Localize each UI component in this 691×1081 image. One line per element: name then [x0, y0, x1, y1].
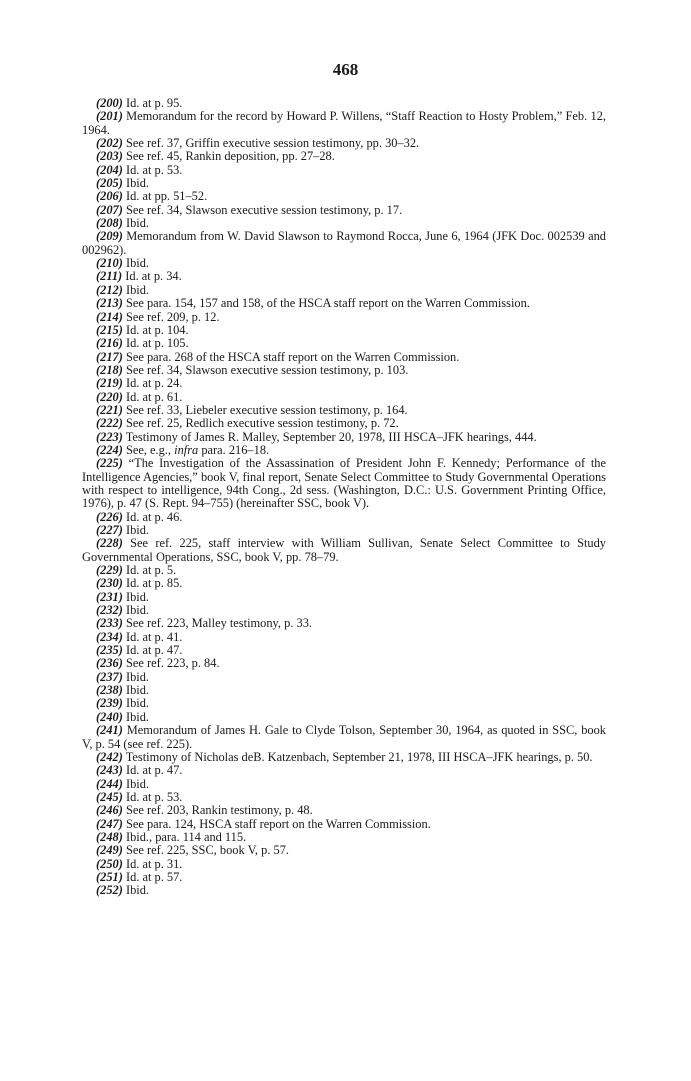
- footnote-text: Ibid.: [125, 709, 150, 724]
- footnote-number: (212): [96, 282, 123, 297]
- footnote-text: “The Investigation of the Assassination of President John F. Kennedy; Performance of the Intelligence Agencies,” book V, final report, Senate Select Committee to Study Governmental Operations with respect to intelligence, 94th Cong., 2d sess. (Washington, D.C.: U.S. Government Printing Office, 1976), p. 47 (S. Rept. 94–755) (hereinafter SSC, book V).: [82, 456, 610, 511]
- footnote-text: Id. at p. 47.: [125, 763, 183, 778]
- footnote-text: Id. at p. 31.: [125, 856, 183, 871]
- footnote: [82, 377, 606, 390]
- footnote-text: See ref. 34, Slawson executive session testimony, p. 17.: [125, 202, 403, 217]
- footnote-number: (249): [96, 843, 123, 858]
- footnote: [82, 284, 606, 297]
- footnote-text: Memorandum from W. David Slawson to Raymond Rocca, June 6, 1964 (JFK Doc. 002539 and 002962).: [82, 229, 610, 257]
- footnote-number: (226): [96, 509, 123, 524]
- footnote: [82, 577, 606, 590]
- footnote-number: (221): [96, 402, 123, 417]
- footnote: [82, 270, 606, 283]
- footnote: [82, 657, 606, 670]
- footnote: [82, 297, 606, 310]
- footnote-number: (252): [96, 883, 123, 898]
- footnote-number: (238): [96, 683, 123, 698]
- footnote-text: Ibid.: [125, 603, 150, 618]
- footnote-number: (244): [96, 776, 123, 791]
- footnote-number: (200): [96, 96, 123, 110]
- footnote: [82, 417, 606, 430]
- footnote: [82, 311, 606, 324]
- footnote-number: (229): [96, 563, 123, 578]
- footnote-number: (247): [96, 816, 123, 831]
- footnote-number: (210): [96, 256, 123, 271]
- footnote: [82, 524, 606, 537]
- footnote: [82, 536, 610, 564]
- footnote-number: (219): [96, 376, 123, 391]
- footnote: [82, 778, 606, 791]
- footnote-number: (215): [96, 322, 123, 337]
- footnote-text: See ref. 209, p. 12.: [125, 309, 220, 324]
- footnote-number: (241): [96, 723, 123, 738]
- footnote-text-italic: infra: [174, 442, 199, 457]
- footnote-number: (236): [96, 656, 123, 671]
- footnote: [82, 444, 606, 457]
- footnote: [82, 831, 606, 844]
- footnote-text-part: See, e.g.,: [125, 442, 175, 457]
- footnote-text: See ref. 225, SSC, book V, p. 57.: [125, 843, 289, 858]
- footnote: [82, 591, 606, 604]
- footnote-number: (208): [96, 216, 123, 231]
- footnote: [82, 217, 606, 230]
- footnote: [82, 711, 606, 724]
- footnote: [82, 858, 606, 871]
- footnote-number: (222): [96, 416, 123, 431]
- footnote-text: Testimony of Nicholas deB. Katzenbach, September 21, 1978, III HSCA–JFK hearings, p. 50.: [125, 749, 593, 764]
- footnote-number: (237): [96, 669, 123, 684]
- footnote: [82, 751, 606, 764]
- footnote-number: (250): [96, 856, 123, 871]
- footnote-text: Id. at p. 104.: [125, 322, 189, 337]
- footnote: [82, 884, 606, 897]
- footnote: [82, 644, 606, 657]
- footnote-text: See para. 124, HSCA staff report on the Warren Commission.: [125, 816, 431, 831]
- footnote-text: Ibid.: [125, 216, 150, 231]
- footnote-number: (235): [96, 643, 123, 658]
- footnote-number: (204): [96, 162, 123, 177]
- footnote-number: (207): [96, 202, 123, 217]
- footnote: [82, 456, 610, 511]
- footnote: [82, 351, 606, 364]
- footnote: [82, 190, 606, 203]
- footnote: [82, 764, 606, 777]
- footnote-number: (227): [96, 523, 123, 537]
- footnote: [82, 324, 606, 337]
- footnote-number: (234): [96, 629, 123, 644]
- footnote-number: (224): [96, 442, 123, 457]
- footnote-text: Id. at p. 34.: [125, 269, 182, 284]
- footnote-text: See ref. 37, Griffin executive session testimony, pp. 30–32.: [125, 136, 420, 151]
- footnote-text: See ref. 34, Slawson executive session testimony, p. 103.: [125, 362, 409, 377]
- footnote: [82, 431, 606, 444]
- footnote-text: See ref. 45, Rankin deposition, pp. 27–28.: [125, 149, 335, 164]
- footnote-text: Id. at p. 57.: [125, 869, 183, 884]
- footnote-number: (209): [96, 229, 123, 244]
- footnote-text: Id. at p. 5.: [125, 563, 177, 578]
- footnote-text: Testimony of James R. Malley, September 20, 1978, III HSCA–JFK hearings, 444.: [125, 429, 537, 444]
- footnote-text: See ref. 33, Liebeler executive session testimony, p. 164.: [125, 402, 408, 417]
- footnote-number: (223): [96, 429, 123, 444]
- footnote-text-part: para. 216–18.: [198, 442, 270, 457]
- footnote-text: Ibid.: [125, 696, 150, 711]
- footnote-number: (214): [96, 309, 123, 324]
- footnote: [82, 671, 606, 684]
- footnote: [82, 684, 606, 697]
- footnote: [82, 109, 610, 137]
- footnote-text: Ibid.: [125, 589, 150, 604]
- footnote-text: Id. at p. 24.: [125, 376, 183, 391]
- footnote: [82, 97, 606, 110]
- footnote-number: (213): [96, 296, 123, 311]
- footnote-text: See para. 268 of the HSCA staff report on the Warren Commission.: [125, 349, 460, 364]
- footnote-number: (232): [96, 603, 123, 618]
- footnote-number: (239): [96, 696, 123, 711]
- footnote-text: Ibid., para. 114 and 115.: [125, 829, 247, 844]
- footnote-number: (201): [96, 109, 123, 124]
- footnote-text: See ref. 225, staff interview with William Sullivan, Senate Select Committee to Study Governmental Operations, SSC, book V, pp. 78–79.: [82, 536, 610, 564]
- footnote-text: Id. at p. 95.: [125, 96, 183, 110]
- footnote: [82, 511, 606, 524]
- footnote-text: See ref. 223, p. 84.: [125, 656, 220, 671]
- footnote: [82, 164, 606, 177]
- footnote: [82, 804, 606, 817]
- footnote-number: (218): [96, 362, 123, 377]
- footnote-number: (240): [96, 709, 123, 724]
- footnote-text: See ref. 25, Redlich executive session testimony, p. 72.: [125, 416, 399, 431]
- footnote-number: (203): [96, 149, 123, 164]
- footnote-text: Memorandum for the record by Howard P. Willens, “Staff Reaction to Hosty Problem,” Feb. 12, 1964.: [82, 109, 610, 137]
- footnote-text: Id. at pp. 51–52.: [125, 189, 208, 204]
- footnote-number: (231): [96, 589, 123, 604]
- footnote-text: See para. 154, 157 and 158, of the HSCA staff report on the Warren Commission.: [125, 296, 530, 311]
- footnote-number: (246): [96, 803, 123, 818]
- footnote: [82, 404, 606, 417]
- footnote-number: (242): [96, 749, 123, 764]
- footnote-number: (245): [96, 789, 123, 804]
- footnote: [82, 564, 606, 577]
- footnote-text: Id. at p. 47.: [125, 643, 183, 658]
- footnote: [82, 697, 606, 710]
- footnote-number: (220): [96, 389, 123, 404]
- page-number: 468: [332, 60, 359, 79]
- footnote-text: See ref. 203, Rankin testimony, p. 48.: [125, 803, 313, 818]
- footnote-list: [82, 96, 610, 898]
- footnote-number: (230): [96, 576, 123, 591]
- footnote-number: (233): [96, 616, 123, 631]
- footnote: [82, 844, 606, 857]
- footnote: [82, 177, 606, 190]
- footnote-text: Memorandum of James H. Gale to Clyde Tolson, September 30, 1964, as quoted in SSC, book V, p. 54 (see ref. 225).: [82, 723, 609, 751]
- footnote: [82, 364, 606, 377]
- footnote-number: (206): [96, 189, 123, 204]
- footnote: [82, 604, 606, 617]
- footnote-number: (248): [96, 829, 123, 844]
- footnote: [82, 723, 609, 751]
- footnote: [82, 617, 606, 630]
- footnote-text: Id. at p. 85.: [125, 576, 183, 591]
- footnote: [82, 871, 606, 884]
- footnote-number: (205): [96, 176, 123, 191]
- footnote-number: (217): [96, 349, 123, 364]
- footnote: [82, 257, 606, 270]
- footnote-text: See ref. 223, Malley testimony, p. 33.: [125, 616, 313, 631]
- footnote-text: Ibid.: [125, 176, 150, 191]
- footnote-number: (243): [96, 763, 123, 778]
- footnote-text: Ibid.: [125, 282, 150, 297]
- footnote: [82, 818, 606, 831]
- footnote-number: (202): [96, 136, 123, 151]
- footnote-text: Ibid.: [125, 776, 150, 791]
- footnote-text: Id. at p. 105.: [125, 336, 189, 351]
- footnote: [82, 150, 606, 163]
- footnote: [82, 791, 606, 804]
- footnote-number: (251): [96, 869, 123, 884]
- footnote-text: Id. at p. 41.: [125, 629, 183, 644]
- footnote-text: Ibid.: [125, 256, 150, 271]
- footnote-text: Ibid.: [125, 883, 150, 898]
- footnote: [82, 337, 606, 350]
- footnote-text: Id. at p. 61.: [125, 389, 183, 404]
- footnote: [82, 229, 610, 257]
- footnote-text: Ibid.: [125, 523, 150, 537]
- footnote: [82, 137, 606, 150]
- footnote-text: Ibid.: [125, 669, 150, 684]
- footnote-number: (211): [96, 269, 123, 284]
- footnote-text: [126, 443, 269, 457]
- footnote-text: Id. at p. 53.: [125, 789, 183, 804]
- footnote-number: (216): [96, 336, 123, 351]
- footnote-text: Id. at p. 46.: [125, 509, 183, 524]
- footnote-text: Id. at p. 53.: [125, 162, 183, 177]
- footnote: [82, 391, 606, 404]
- footnote-number: (228): [96, 536, 123, 551]
- footnote-text: Ibid.: [125, 683, 150, 698]
- footnote: [82, 631, 606, 644]
- footnote-number: (225): [96, 456, 123, 471]
- footnote: [82, 204, 606, 217]
